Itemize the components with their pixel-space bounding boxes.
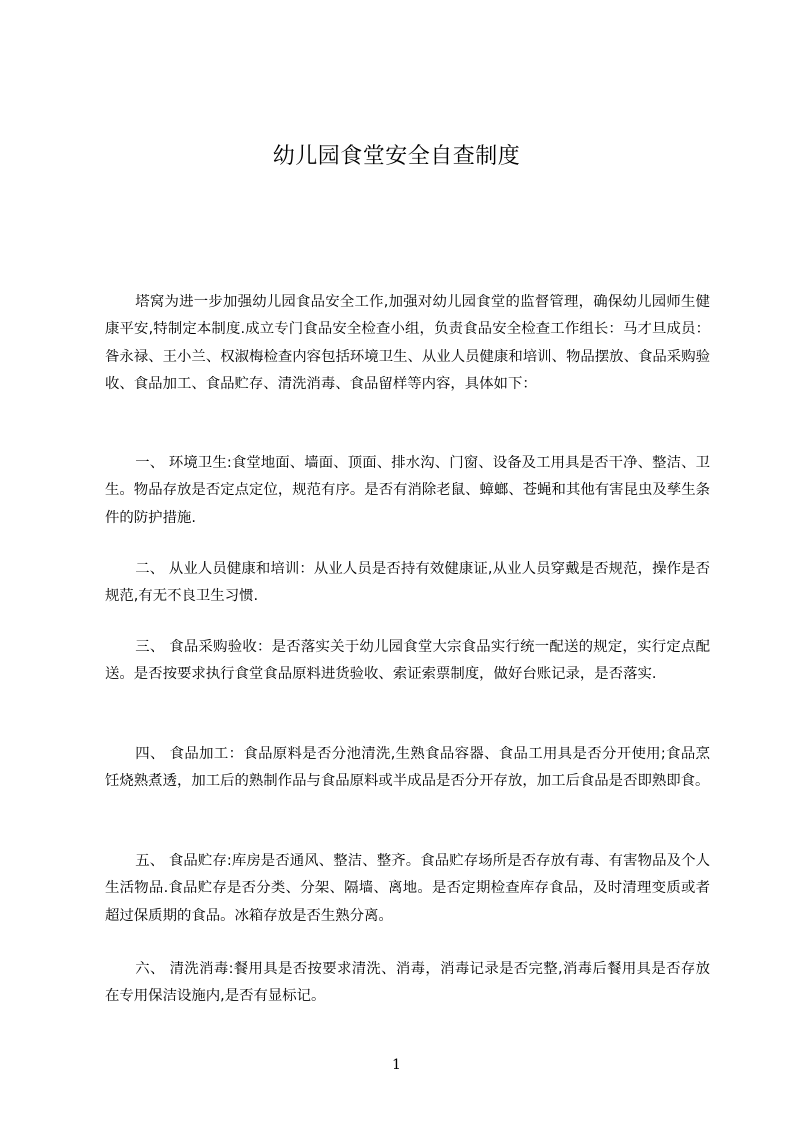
page-number: 1 [392, 1057, 401, 1073]
section-food-storage: 五、 食品贮存:库房是否通风、整洁、整齐。食品贮存场所是否存放有毒、有害物品及个人生活物品.食品贮存是否分类、分架、隔墙、离地。是否定期检查库存食品，及时清理变质或者超过保质期的食品。冰箱存放是否生熟分离。 [105, 853, 710, 924]
section-food-procurement: 三、 食品采购验收：是否落实关于幼儿园食堂大宗食品实行统一配送的规定，实行定点配送。是否按要求执行食堂食品原料进货验收、索证索票制度，做好台账记录，是否落实. [105, 639, 710, 683]
section-environment-hygiene: 一、 环境卫生:食堂地面、墙面、顶面、排水沟、门窗、设备及工用具是否干净、整洁、卫生。物品存放是否定点定位，规范有序。是否有消除老鼠、蟑螂、苍蝇和其他有害昆虫及孳生条件的防护措施. [105, 455, 710, 526]
section-food-processing: 四、 食品加工：食品原料是否分池清洗,生熟食品容器、食品工用具是否分开使用;食品烹饪烧熟煮透，加工后的熟制作品与食品原料或半成品是否分开存放，加工后食品是否即熟即食。 [105, 746, 710, 790]
section-staff-health-training: 二、 从业人员健康和培训：从业人员是否持有效健康证,从业人员穿戴是否规范，操作是否规范,有无不良卫生习惯. [105, 561, 710, 605]
intro-paragraph: 塔窝为进一步加强幼儿园食品安全工作,加强对幼儿园食堂的监督管理，确保幼儿园师生健康平安,特制定本制度.成立专门食品安全检查小组，负责食品安全检查工作组长：马才旦成员：昝永禄、王小兰、权淑梅检查内容包括环境卫生、从业人员健康和培训、物品摆放、食品采购验收、食品加工、食品贮存、清洗消毒、食品留样等内容，具体如下： [105, 294, 710, 393]
document-title: 幼儿园食堂安全自查制度 [272, 144, 521, 169]
section-cleaning-disinfection: 六、 清洗消毒:餐用具是否按要求清洗、消毒，消毒记录是否完整,消毒后餐用具是否存放在专用保洁设施内,是否有显标记。 [105, 961, 710, 1005]
